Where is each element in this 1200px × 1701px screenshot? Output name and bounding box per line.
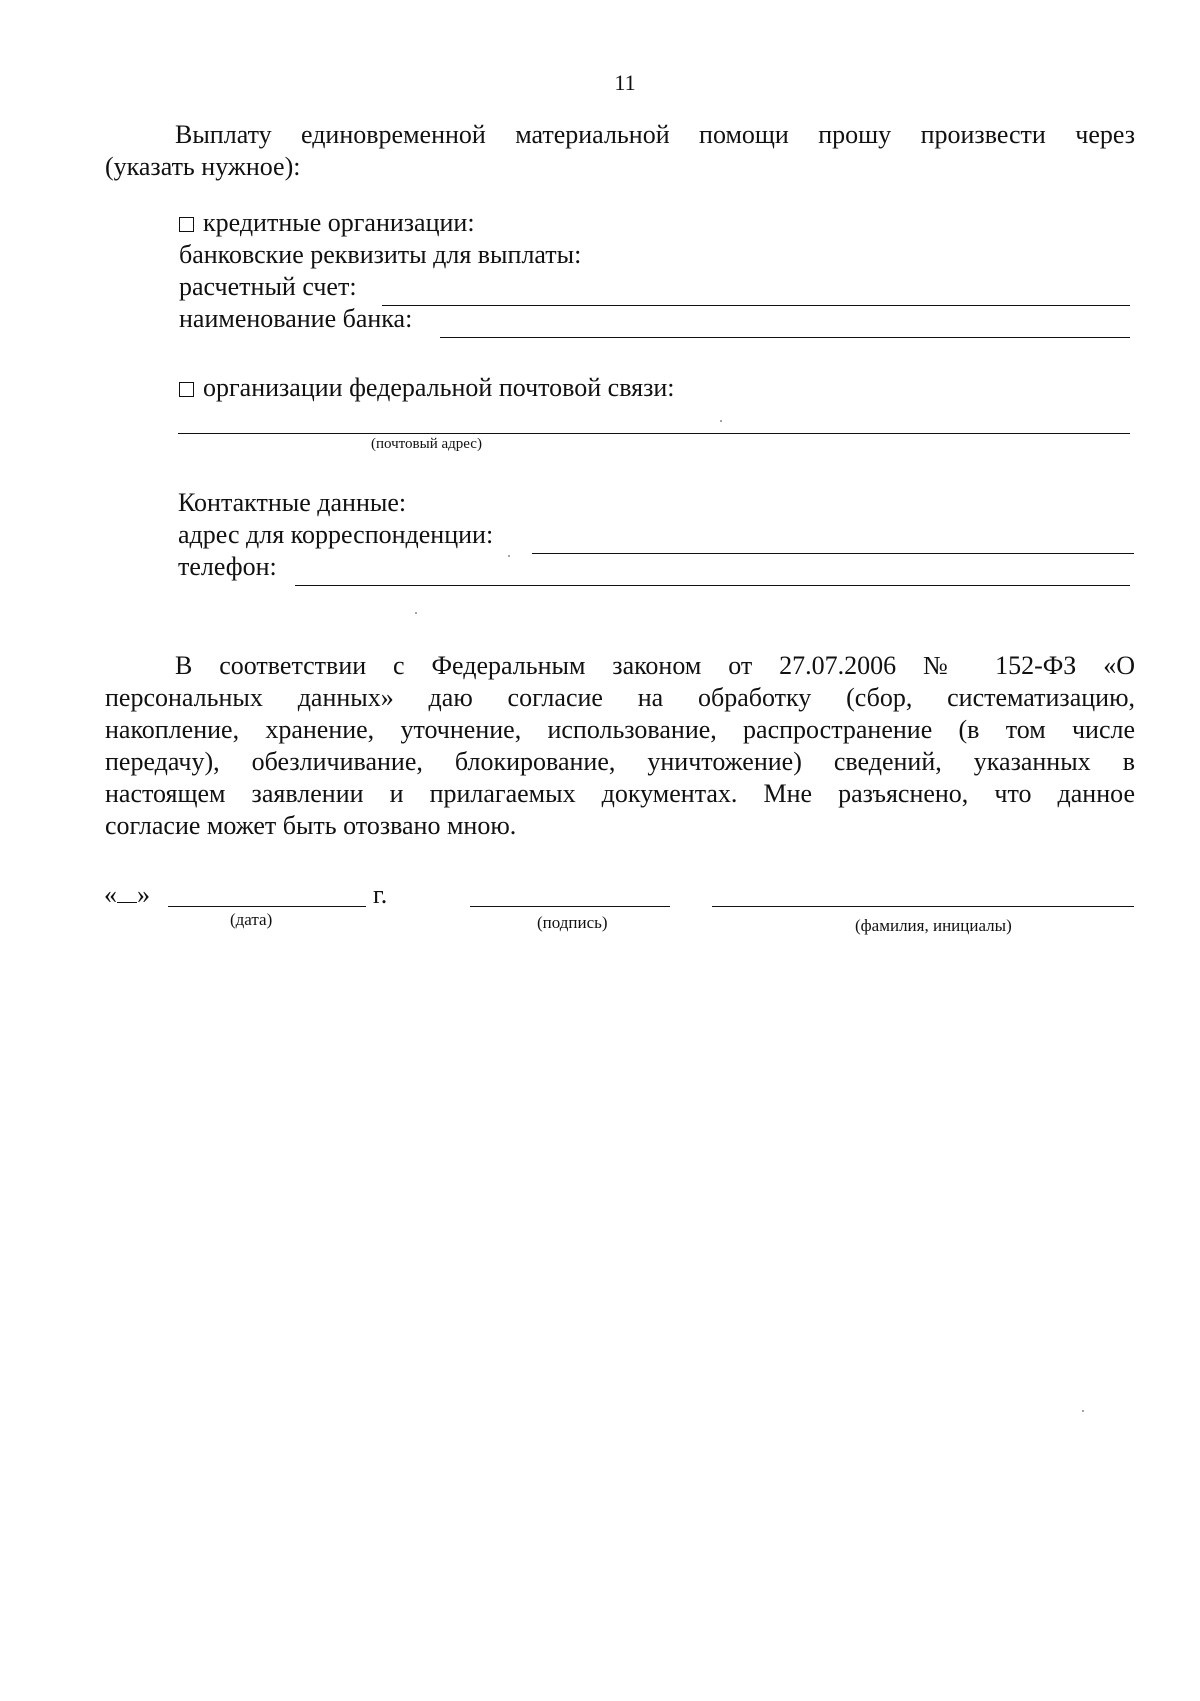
postal-address-caption: (почтовый адрес) <box>371 436 482 452</box>
postal-address-field-line[interactable] <box>178 433 1130 434</box>
contacts-heading: Контактные данные: <box>178 488 407 517</box>
scan-speck <box>1082 1410 1084 1412</box>
postal-checkbox[interactable] <box>179 382 194 397</box>
quote-open: « <box>104 880 117 909</box>
correspondence-address-label: адрес для корреспонденции: <box>178 520 494 549</box>
credit-label: кредитные организации: <box>203 208 475 237</box>
correspondence-address-field-line[interactable] <box>532 553 1134 554</box>
bank-name-label: наименование банка: <box>179 304 413 333</box>
year-suffix: г. <box>373 880 388 909</box>
page-number: 11 <box>614 70 636 95</box>
quote-close: » <box>137 880 150 909</box>
phone-field-line[interactable] <box>295 585 1130 586</box>
date-day-field[interactable] <box>104 880 150 910</box>
credit-option[interactable] <box>179 208 475 238</box>
bank-name-field-line[interactable] <box>440 337 1130 338</box>
signature-caption: (подпись) <box>537 913 608 932</box>
date-caption: (дата) <box>230 910 273 929</box>
credit-checkbox[interactable] <box>179 217 194 232</box>
intro-line-1: Выплату единовременной материальной помощи прошу произвести через <box>175 120 1135 149</box>
intro-line-2: (указать нужное): <box>105 152 301 181</box>
bank-requisites-label: банковские реквизиты для выплаты: <box>179 240 582 269</box>
account-label: расчетный счет: <box>179 272 357 301</box>
consent-line: В соответствии с Федеральным законом от 27.07.2006 № 152-ФЗ «О <box>175 651 1135 680</box>
consent-line: передачу), обезличивание, блокирование, уничтожение) сведений, указанных в <box>105 747 1135 776</box>
consent-line: накопление, хранение, уточнение, использование, распространение (в том числе <box>105 715 1135 744</box>
scan-speck <box>508 555 510 557</box>
full-name-field-line[interactable] <box>712 906 1134 907</box>
date-field-line[interactable] <box>168 906 366 907</box>
consent-line: персональных данных» даю согласие на обработку (сбор, систематизацию, <box>105 683 1135 712</box>
consent-line: настоящем заявлении и прилагаемых документах. Мне разъяснено, что данное <box>105 779 1135 808</box>
full-name-caption: (фамилия, инициалы) <box>855 916 1012 935</box>
postal-label: организации федеральной почтовой связи: <box>203 373 675 402</box>
postal-option[interactable] <box>179 373 675 403</box>
day-field-line[interactable] <box>117 882 137 903</box>
account-field-line[interactable] <box>382 305 1130 306</box>
scan-speck <box>720 420 722 422</box>
scan-speck <box>415 612 417 614</box>
consent-line: согласие может быть отозвано мною. <box>105 811 517 840</box>
consent-paragraph <box>105 650 1135 842</box>
signature-field-line[interactable] <box>470 906 670 907</box>
phone-label: телефон: <box>178 552 277 581</box>
